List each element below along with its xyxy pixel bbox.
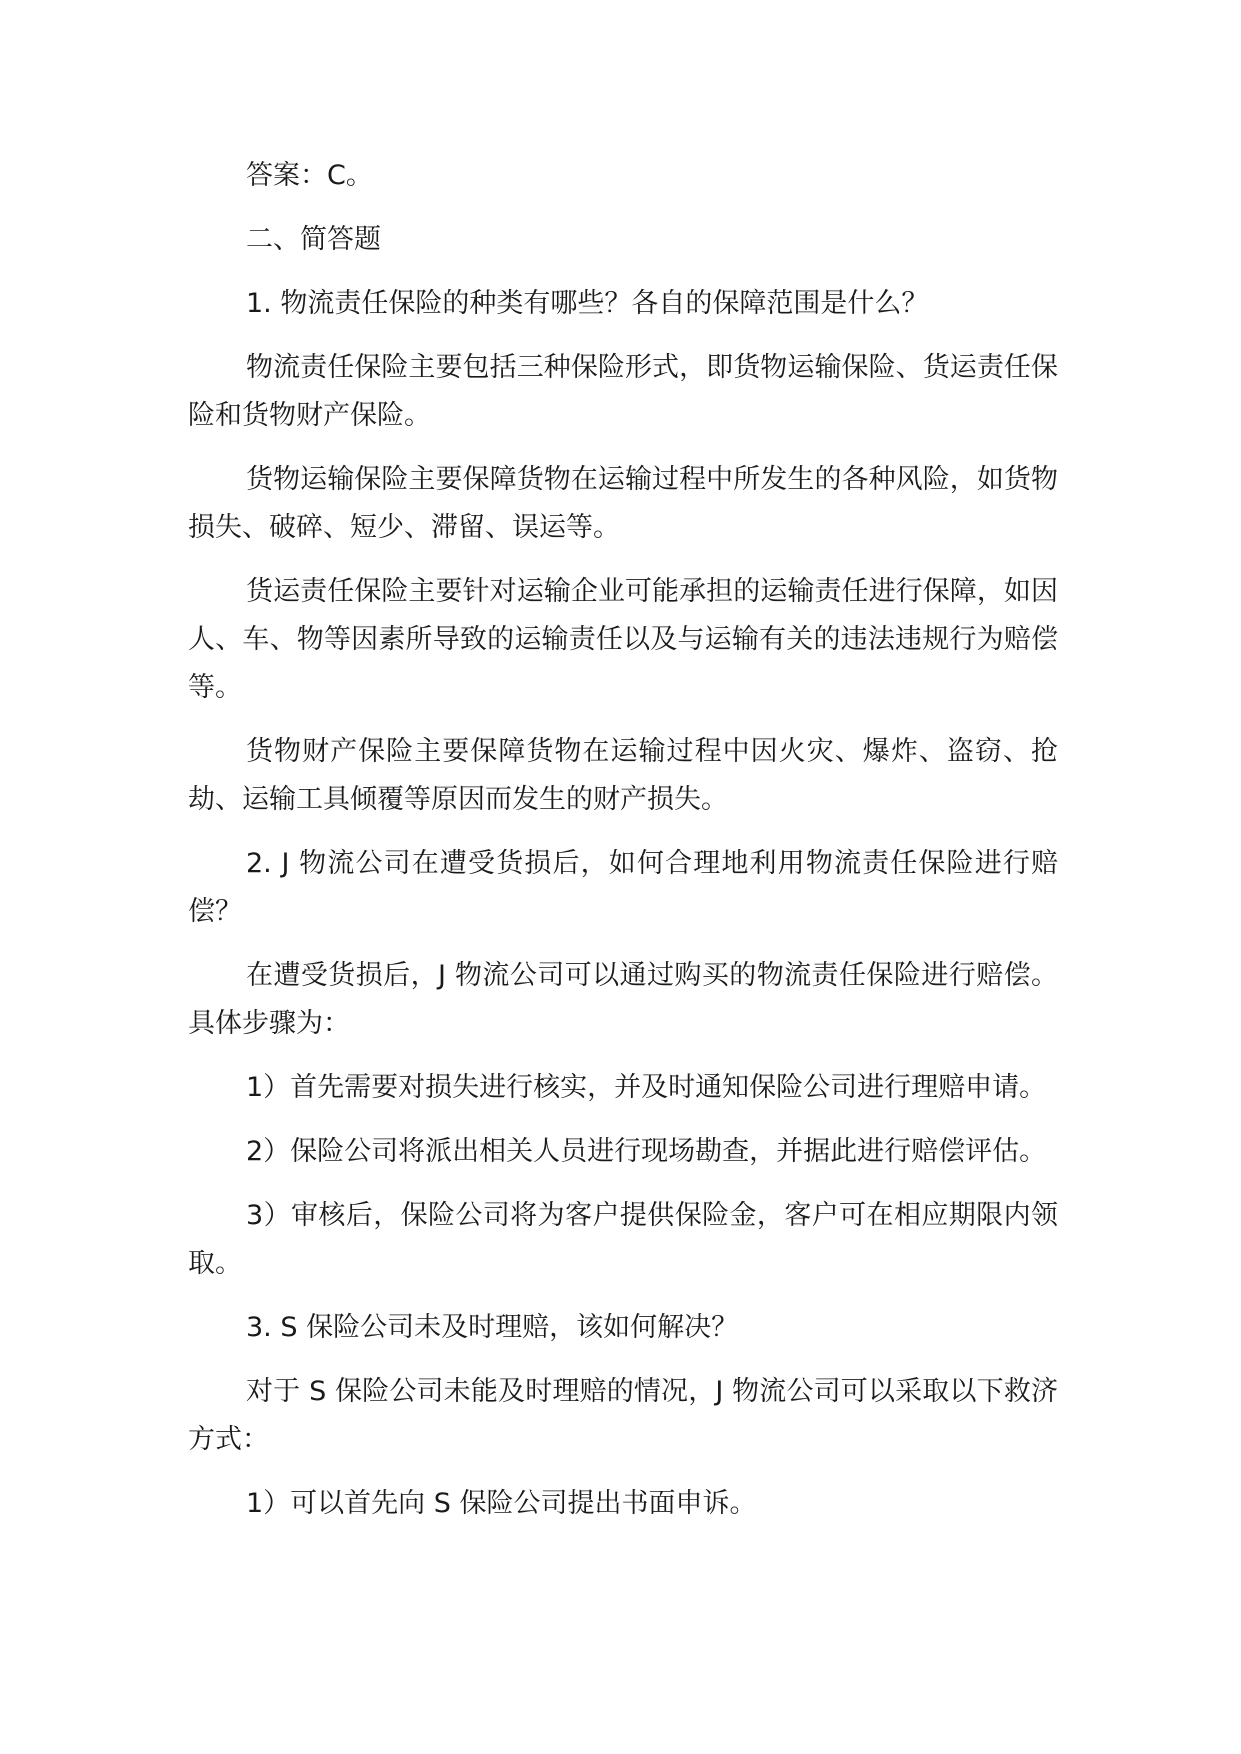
answer-line: 答案：C。 xyxy=(246,160,373,191)
answer-paragraph: 货物财产保险主要保障货物在运输过程中因火灾、爆炸、盗窃、抢劫、运输工具倾覆等原因而发生的财产损失。 xyxy=(188,736,1058,815)
question-2: 2. J 物流公司在遭受货损后，如何合理地利用物流责任保险进行赔偿？ xyxy=(188,848,1058,927)
step-item: 1）可以首先向 S 保险公司提出书面申诉。 xyxy=(246,1488,757,1519)
question-3: 3. S 保险公司未及时理赔，该如何解决？ xyxy=(246,1312,739,1343)
section-heading: 二、简答题 xyxy=(246,224,381,255)
step-item: 3）审核后，保险公司将为客户提供保险金，客户可在相应期限内领取。 xyxy=(188,1200,1058,1279)
step-item: 1）首先需要对损失进行核实，并及时通知保险公司进行理赔申请。 xyxy=(246,1072,1047,1103)
answer-paragraph: 对于 S 保险公司未能及时理赔的情况，J 物流公司可以采取以下救济方式： xyxy=(188,1376,1058,1455)
step-item: 2）保险公司将派出相关人员进行现场勘查，并据此进行赔偿评估。 xyxy=(246,1136,1047,1167)
answer-paragraph: 货物运输保险主要保障货物在运输过程中所发生的各种风险，如货物损失、破碎、短少、滞留、误运等。 xyxy=(188,464,1058,543)
document-page xyxy=(188,152,1058,1544)
answer-paragraph: 货运责任保险主要针对运输企业可能承担的运输责任进行保障，如因人、车、物等因素所导致的运输责任以及与运输有关的违法违规行为赔偿等。 xyxy=(188,576,1058,703)
answer-paragraph: 物流责任保险主要包括三种保险形式，即货物运输保险、货运责任保险和货物财产保险。 xyxy=(188,352,1058,431)
answer-paragraph: 在遭受货损后，J 物流公司可以通过购买的物流责任保险进行赔偿。具体步骤为： xyxy=(188,960,1058,1039)
question-1: 1. 物流责任保险的种类有哪些？各自的保障范围是什么？ xyxy=(246,288,929,319)
